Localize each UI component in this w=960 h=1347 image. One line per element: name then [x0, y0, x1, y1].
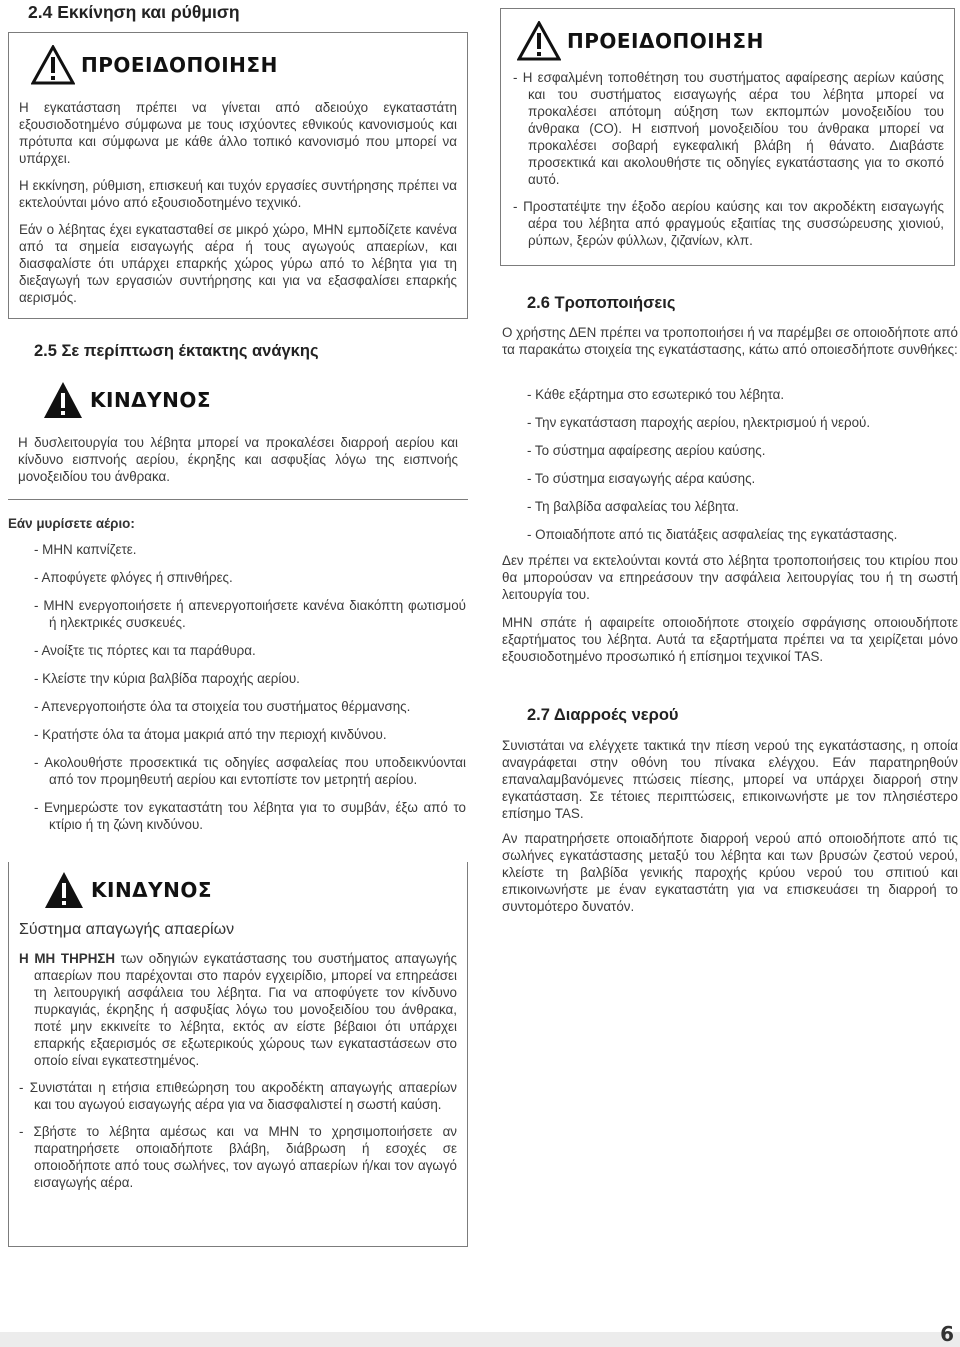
gas-item: - Αποφύγετε φλόγες ή σπινθήρες. — [34, 570, 233, 585]
warning-item-1: - Η εσφαλμένη τοποθέτηση του συστήματος αφαίρεσης αερίων καύσης και του συστήματος εισαγωγής αέρα του λέβητα μπορεί να προκαλέσει απότομη αύξηση των εκπομπών μονοξειδίου του άνθρακα (CO). Η εισπνοή μονοξειδίου του άνθρακα μπορεί να προκαλέσει σοβαρή εγκεφαλική βλάβη ή θάνατο. Διαβάστε προσεκτικά και ακολουθήστε τις οδηγίες εγκατάστασης για το σκοπό αυτό. — [513, 70, 944, 187]
warning-title-row — [31, 45, 457, 85]
flue-item-1 — [19, 950, 457, 1069]
danger-triangle-icon — [42, 380, 84, 420]
gas-item: - Ενημερώστε τον εγκαταστάτη του λέβητα για το συμβάν, έξω από το κτίριο ή τη ζώνη κινδύνου. — [34, 800, 466, 832]
s26-item: - Κάθε εξάρτημα στο εσωτερικό του λέβητα. — [527, 387, 785, 402]
s26-list — [527, 386, 957, 543]
warning-paragraph-1: Η εγκατάσταση πρέπει να γίνεται από αδειούχο εγκαταστάτη εξουσιοδοτημένο σύμφωνα με τους ισχύοντες εθνικούς κανονισμούς και πρότυπα και σύμφωνα με κάθε άλλο τοπικό κανονισμό που μπορεί να υπάρχει. — [19, 100, 457, 166]
warning-triangle-icon — [31, 45, 75, 85]
gas-item: - Απενεργοποιήστε όλα τα στοιχεία του συστήματος θέρμανσης. — [34, 699, 411, 714]
gas-item: - Ακολουθήστε προσεκτικά τις οδηγίες ασφαλείας που υποδεικνύονται από τον προμηθευτή αερίου και εντοπίστε τον μετρητή αερίου. — [34, 755, 466, 787]
flue-item-1-bold: Η ΜΗ ΤΗΡΗΣΗ — [19, 951, 116, 966]
warning-title-right: ΠΡΟΕΙΔΟΠΟΙΗΣΗ — [567, 28, 764, 53]
danger-title-row-2 — [43, 870, 457, 910]
danger-title: ΚΙΝΔΥΝΟΣ — [90, 387, 212, 412]
warning-title: ΠΡΟΕΙΔΟΠΟΙΗΣΗ — [81, 52, 278, 77]
section-2-5-title: 2.5 Σε περίπτωση έκτακτης ανάγκης — [34, 342, 319, 360]
gas-item: - Κλείστε την κύρια βαλβίδα παροχής αερίου. — [34, 671, 300, 686]
gas-item: - ΜΗΝ καπνίζετε. — [34, 542, 137, 557]
s27-paragraph-1: Συνιστάται να ελέγχετε τακτικά την πίεση νερού της εγκατάστασης, η οποία αναγράφεται στην οθόνη του πίνακα ελέγχου. Εάν παρατηρηθούν επαναλαμβανόμενες πτώσεις πίεσης, μπορεί να υπάρχει διαρροή στην εγκατάσταση. Σε τέτοιες περιπτώσεις, επικοινωνήστε με τον πλησιέστερο επίσημο TAS. — [502, 738, 958, 821]
s26-item: - Το σύστημα εισαγωγής αέρα καύσης. — [527, 471, 756, 486]
flue-subtitle: Σύστημα απαγωγής απαερίων — [19, 921, 235, 938]
danger-title-row — [42, 380, 458, 420]
warning-item-2: - Προστατέψτε την έξοδο αερίου καύσης και τον ακροδέκτη εισαγωγής αέρα του λέβητα από φραγμούς εξαιτίας της συσσώρευσης χιονιού, ρύπων, ξερών φύλλων, ζιζανίων, κλπ. — [513, 199, 944, 248]
danger-box-flue — [8, 862, 468, 1247]
s26-item: - Το σύστημα αφαίρεσης αερίου καύσης. — [527, 443, 766, 458]
s26-item: - Τη βαλβίδα ασφαλείας του λέβητα. — [527, 499, 739, 514]
s26-paragraph-2: Δεν πρέπει να εκτελούνται κοντά στο λέβητα τροποποιήσεις του κτιρίου που θα μπορούσαν να επηρεάσουν την ασφάλεια λειτουργίας του ή τη σωστή λειτουργία του. — [502, 553, 958, 602]
section-2-4-title: 2.4 Εκκίνηση και ρύθμιση — [28, 2, 240, 22]
gas-smell-heading: Εάν μυρίσετε αέριο: — [8, 516, 135, 531]
gas-smell-list — [34, 541, 466, 833]
s26-paragraph-3: ΜΗΝ σπάτε ή αφαιρείτε οποιοδήποτε στοιχείο σφράγισης οποιουδήποτε εξαρτήματος του λέβητα. Αυτά τα εξαρτήματα πρέπει να τα χειρίζεται μόνο εξουσιοδοτημένο προσωπικό ή επίσημοι τεχνικοί TAS. — [502, 615, 958, 664]
flue-item-2: - Συνιστάται η ετήσια επιθεώρηση του ακροδέκτη απαγωγής απαερίων και του αγωγού εισαγωγής αέρα για να διασφαλιστεί η σωστή καύση. — [19, 1080, 457, 1112]
section-2-6-title: 2.6 Τροποποιήσεις — [527, 294, 676, 312]
danger-text: Η δυσλειτουργία του λέβητα μπορεί να προκαλέσει διαρροή αερίου και κίνδυνο εισπνοής αερίου, έκρηξης και ασφυξίας λόγω της εισπνοής μονοξειδίου του άνθρακα. — [18, 435, 458, 484]
flue-item-1-text: των οδηγιών εγκατάστασης του συστήματος απαγωγής απαερίων που παρέχονται στο παρόν εγχειρίδιο, μπορεί να επηρεάσει τη λειτουργική ασφάλεια του λέβητα. Για να αποφύγετε τον κίνδυνο πυρκαγιάς, έκρηξης ή ασφυξίας λόγω του μονοξειδίου του άνθρακα, ποτέ μην εκκινείτε το λέβητα, εκτός αν είστε βέβαιοι ότι υπάρχει επαρκής εξαερισμός σε εξωτερικούς χώρους των εγκαταστάσεων στο οποίο είναι εγκατεστημένος. — [34, 951, 457, 1068]
flue-item-3: - Σβήστε το λέβητα αμέσως και να ΜΗΝ το χρησιμοποιήσετε αν παρατηρήσετε οποιαδήποτε βλάβη, διάβρωση ή εσοχές σε οποιοδήποτε από τους σωλήνες, τον αγωγό απαερίων ή/και τον αγωγό εισαγωγής αέρα. — [19, 1124, 457, 1190]
page-number: 6 — [940, 1322, 954, 1346]
danger-box-emergency — [8, 372, 468, 500]
s26-item: - Οποιαδήποτε από τις διατάξεις ασφαλείας της εγκατάστασης. — [527, 527, 898, 542]
warning-box-flue — [500, 8, 955, 266]
danger-triangle-icon — [43, 870, 85, 910]
warning-paragraph-2: Η εκκίνηση, ρύθμιση, επισκευή και τυχόν εργασίες συντήρησης πρέπει να εκτελούνται μόνο από εξουσιοδοτημένο τεχνικό. — [19, 178, 457, 210]
gas-item: - Κρατήστε όλα τα άτομα μακριά από την περιοχή κινδύνου. — [34, 727, 387, 742]
s27-paragraph-2: Αν παρατηρήσετε οποιαδήποτε διαρροή νερού από οποιοδήποτε από τις σωλήνες εγκατάστασης μεταξύ του λέβητα και των βρυσών ζεστού νερού, κλείστε τη βαλβίδα γενικής παροχής κρύου νερού του σπιτιού και επικοινωνήστε με έναν εγκαταστάτη για να επισκευάσει τη διαρροή το συντομότερο δυνατόν. — [502, 831, 958, 914]
footer-bar — [0, 1332, 960, 1347]
gas-item: - Ανοίξτε τις πόρτες και τα παράθυρα. — [34, 643, 256, 658]
warning-triangle-icon — [517, 21, 561, 61]
danger-title-2: ΚΙΝΔΥΝΟΣ — [91, 877, 213, 902]
section-2-7-title: 2.7 Διαρροές νερού — [527, 706, 679, 724]
warning-box-startup — [8, 32, 468, 319]
warning-paragraph-3: Εάν ο λέβητας έχει εγκατασταθεί σε μικρό χώρο, ΜΗΝ εμποδίζετε κανένα από τα σημεία εισαγωγής αέρα ή τους αγωγούς απαερίων, και διασφαλίστε ότι υπάρχει επαρκής χώρος γύρω από το λέβητα για τη διεξαγωγή των εργασιών συντήρησης και για να εξασφαλίσει επαρκής αερισμός. — [19, 222, 457, 305]
s26-item: - Την εγκατάσταση παροχής αερίου, ηλεκτρισμού ή νερού. — [527, 415, 871, 430]
s26-intro: Ο χρήστης ΔΕΝ πρέπει να τροποποιήσει ή να παρέμβει σε οποιοδήποτε από τα παρακάτω στοιχεία της εγκατάστασης, κάτω από οποιεσδήποτε συνθήκες: — [502, 325, 958, 357]
warning-title-row-right — [517, 21, 944, 61]
gas-item: - ΜΗΝ ενεργοποιήσετε ή απενεργοποιήσετε κανένα διακόπτη φωτισμού ή ηλεκτρικές συσκευές. — [34, 598, 466, 630]
